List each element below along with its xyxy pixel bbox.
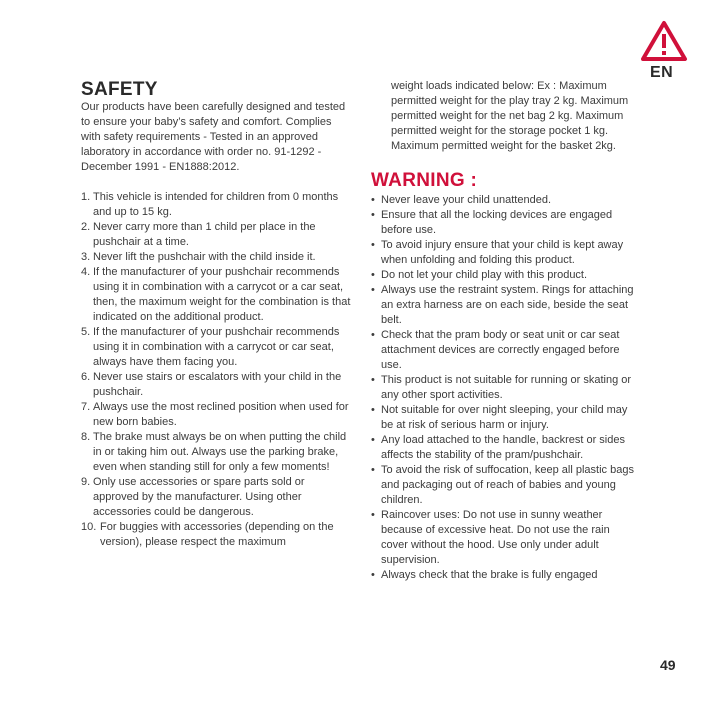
item-text: If the manufacturer of your pushchair recommends using it in combination with a carrycot or a car seat, then, the maximum weight for the combination is that indicated on the additional product. <box>93 266 351 323</box>
item-text: Never use stairs or escalators with your child in the pushchair. <box>93 371 342 398</box>
list-item <box>81 430 353 475</box>
list-item <box>371 433 636 463</box>
list-item <box>371 373 636 403</box>
bullet: • <box>371 329 375 341</box>
list-item <box>81 250 353 265</box>
safety-list <box>81 190 353 550</box>
item-number: 4. <box>81 266 91 278</box>
item-text: Any load attached to the handle, backrest or sides affects the stability of the pram/pushchair. <box>381 434 625 461</box>
bullet: • <box>371 464 375 476</box>
item-text: Do not let your child play with this product. <box>381 269 588 281</box>
warning-heading: WARNING : <box>371 170 478 191</box>
bullet: • <box>371 404 375 416</box>
item-text: Always check that the brake is fully engaged <box>381 569 598 581</box>
item-text: Raincover uses: Do not use in sunny weather because of excessive heat. Do not use the rain cover without the hood. Use only under adult supervision. <box>381 509 610 566</box>
list-item <box>371 568 636 583</box>
right-column <box>371 79 636 583</box>
list-item <box>371 208 636 238</box>
list-item <box>371 193 636 208</box>
bullet: • <box>371 509 375 521</box>
item-number: 1. <box>81 191 91 203</box>
bullet: • <box>371 374 375 386</box>
list-item <box>371 508 636 568</box>
list-item <box>371 463 636 508</box>
item-number: 8. <box>81 431 91 443</box>
item-text: Ensure that all the locking devices are engaged before use. <box>381 209 613 236</box>
item-text: To avoid injury ensure that your child is kept away when unfolding and folding this product. <box>381 239 624 266</box>
warning-triangle-icon <box>640 20 688 62</box>
item-text: Never lift the pushchair with the child inside it. <box>93 251 316 263</box>
language-code: EN <box>650 64 674 81</box>
list-item <box>371 328 636 373</box>
item-number: 5. <box>81 326 91 338</box>
bullet: • <box>371 269 375 281</box>
safety-intro: Our products have been carefully designed and tested to ensure your baby’s safety and comfort. Complies with safety requirements - Tested in an approved laboratory in accordance with order no. 91-1292 - December 1991 - EN1888:2012. <box>81 101 346 173</box>
bullet: • <box>371 194 375 206</box>
left-column <box>81 79 353 550</box>
item-number: 9. <box>81 476 91 488</box>
list-item <box>371 403 636 433</box>
item-number: 2. <box>81 221 91 233</box>
item-text: This product is not suitable for running or skating or any other sport activities. <box>381 374 632 401</box>
item-number: 10. <box>81 521 97 533</box>
item-text: This vehicle is intended for children from 0 months and up to 15 kg. <box>93 191 339 218</box>
item-number: 7. <box>81 401 91 413</box>
list-item <box>371 238 636 268</box>
bullet: • <box>371 209 375 221</box>
bullet: • <box>371 284 375 296</box>
bullet: • <box>371 239 375 251</box>
list-item <box>81 325 353 370</box>
bullet: • <box>371 569 375 581</box>
bullet: • <box>371 434 375 446</box>
item-text: Never leave your child unattended. <box>381 194 551 206</box>
item-number: 3. <box>81 251 91 263</box>
item-text: Never carry more than 1 child per place in the pushchair at a time. <box>93 221 316 248</box>
safety-item-continuation: weight loads indicated below: Ex : Maximum permitted weight for the play tray 2 kg. Maximum permitted weight for the net bag 2 kg. Maximum permitted weight for the storage pocket 1 kg. Maximum permitted weight for the basket 2kg. <box>391 80 629 152</box>
item-text: Not suitable for over night sleeping, your child may be at risk of serious harm or injury. <box>381 404 628 431</box>
item-text: If the manufacturer of your pushchair recommends using it in combination with a carrycot or car seat, always have them facing you. <box>93 326 340 368</box>
list-item <box>81 190 353 220</box>
list-item <box>371 268 636 283</box>
list-item <box>81 370 353 400</box>
item-number: 6. <box>81 371 91 383</box>
list-item <box>81 220 353 250</box>
safety-heading: SAFETY <box>81 79 158 100</box>
list-item <box>81 520 353 550</box>
item-text: To avoid the risk of suffocation, keep all plastic bags and packaging out of reach of babies and young children. <box>381 464 634 506</box>
list-item <box>371 283 636 328</box>
item-text: Always use the restraint system. Rings for attaching an extra harness are on each side, beside the seat belt. <box>381 284 634 326</box>
list-item <box>81 265 353 325</box>
item-text: Always use the most reclined position when used for new born babies. <box>93 401 349 428</box>
page-number: 49 <box>660 657 676 673</box>
warning-list <box>371 193 636 583</box>
item-text: Only use accessories or spare parts sold or approved by the manufacturer. Using other accessories could be dangerous. <box>93 476 305 518</box>
item-text: For buggies with accessories (depending on the version), please respect the maximum <box>100 521 334 548</box>
item-text: Check that the pram body or seat unit or car seat attachment devices are correctly engaged before use. <box>381 329 620 371</box>
list-item <box>81 400 353 430</box>
item-text: The brake must always be on when putting the child in or taking him out. Always use the parking brake, even when standing still for only a few moments! <box>93 431 347 473</box>
list-item <box>81 475 353 520</box>
